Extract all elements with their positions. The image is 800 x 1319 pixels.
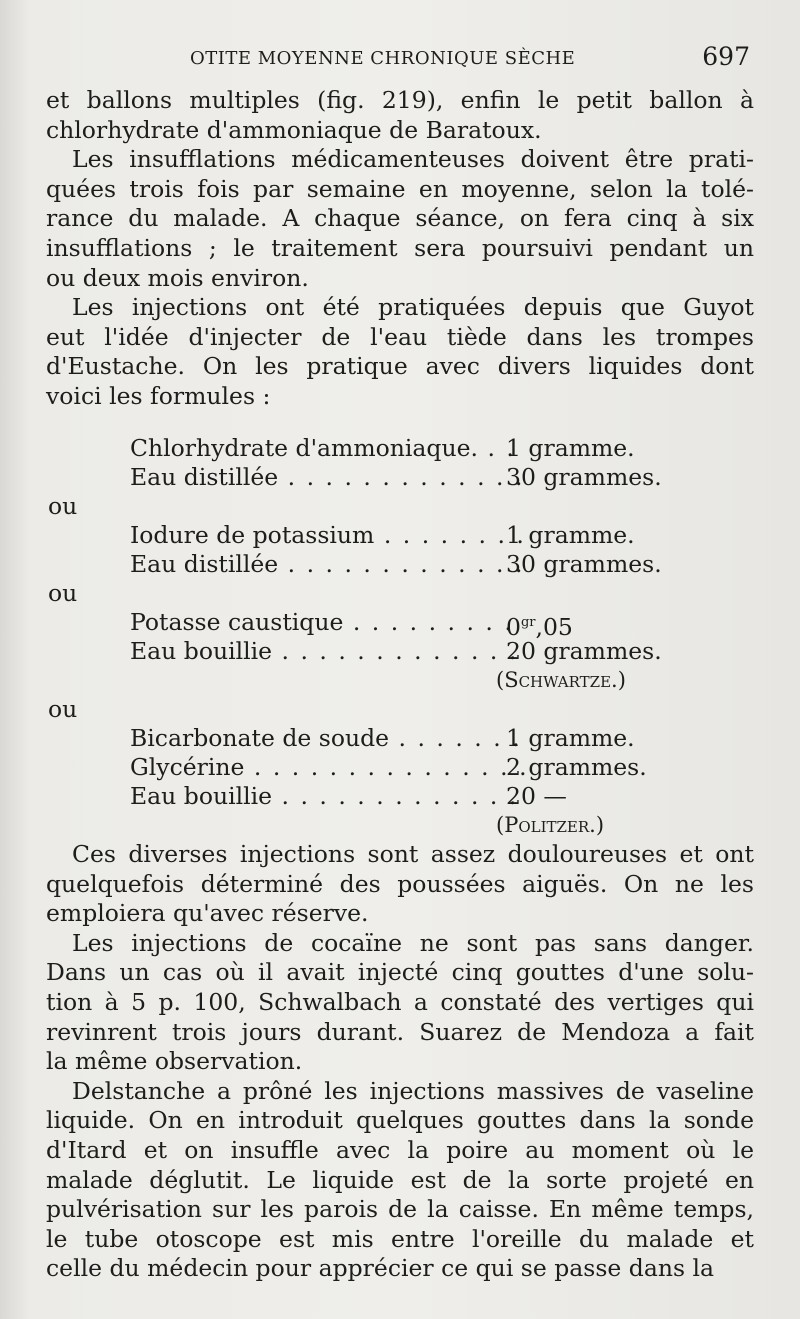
formula-separator: ou [48, 579, 78, 607]
formula-attribution: (Politzer.) [496, 813, 605, 837]
formula-ingredient [46, 463, 754, 492]
text-line: d'Eustache. On les pratique avec divers liquides dont [46, 352, 754, 381]
formula-ingredient [46, 608, 754, 641]
formula-attribution: (Schwartze.) [496, 668, 626, 692]
text-line: Les injections de cocaïne ne sont pas sans danger. [72, 928, 754, 957]
ingredient-name: Chlorhydrate d'ammoniaque. . . . [130, 434, 525, 463]
ingredient-name: Iodure de potassium . . . [130, 521, 525, 550]
body-text-top [46, 86, 754, 412]
text-line: le tube otoscope est mis entre l'oreille du malade et [46, 1224, 754, 1253]
ingredient-name: Glycérine . . . [130, 753, 525, 782]
text-line: quées trois fois par semaine en moyenne, selon la tolé- [46, 174, 754, 203]
formula-ingredient [46, 521, 754, 550]
ingredient-quantity: 30 grammes. [506, 550, 662, 578]
formula-separator: ou [48, 492, 78, 520]
text-line: malade déglutit. Le liquide est de la sorte projeté en [46, 1165, 754, 1194]
text-line: celle du médecin pour apprécier ce qui se passe dans la [46, 1254, 715, 1283]
ingredient-name: Bicarbonate de soude . . . [130, 724, 525, 753]
formula-group [46, 434, 754, 492]
text-line: chlorhydrate d'ammoniaque de Baratoux. [46, 115, 542, 144]
text-line: et ballons multiples (fig. 219), enfin le petit ballon à [46, 86, 754, 114]
text-line: Les injections ont été pratiquées depuis que Guyot [72, 293, 754, 322]
formula-group [46, 608, 754, 695]
ingredient-quantity: 20 grammes. [506, 637, 662, 665]
text-line: insufflations ; le traitement sera poursuivi pendant un [46, 233, 754, 262]
text-line: pulvérisation sur les parois de la caisse. En même temps, [46, 1195, 754, 1224]
formula-ingredient [46, 434, 754, 463]
text-line: rance du malade. A chaque séance, on fera cinq à six [46, 204, 754, 233]
text-line: la même observation. [46, 1047, 303, 1076]
text-line: ou deux mois environ. [46, 263, 309, 292]
running-title: OTITE MOYENNE CHRONIQUE SÈCHE [190, 48, 576, 69]
text-line: voici les formules : [46, 381, 271, 410]
ingredient-name: Potasse caustique . . . [130, 608, 525, 637]
text-line: quelquefois déterminé des poussées aiguës. On ne les [46, 869, 754, 898]
text-line: eut l'idée d'injecter de l'eau tiède dans les trompes [46, 322, 754, 351]
text-line: emploiera qu'avec réserve. [46, 899, 369, 928]
text-line: revinrent trois jours durant. Suarez de Mendoza a fait [46, 1017, 754, 1046]
ingredient-quantity: 30 grammes. [506, 463, 662, 491]
ingredient-name: Eau bouillie . . . [130, 782, 525, 811]
formula-group [46, 521, 754, 579]
ingredient-quantity: 1 gramme. [506, 434, 635, 462]
text-line: Dans un cas où il avait injecté cinq gouttes d'une solu- [46, 958, 754, 987]
ingredient-name: Eau distillée . . . [130, 463, 525, 492]
formula-ingredient [46, 637, 754, 666]
page-header [0, 40, 800, 76]
text-line: tion à 5 p. 100, Schwalbach a constaté des vertiges qui [46, 987, 754, 1016]
ingredient-quantity: 1 gramme. [506, 521, 635, 549]
body-text-bottom [46, 840, 754, 1284]
formula-list [46, 434, 754, 840]
formula-ingredient [46, 753, 754, 782]
formula-ingredient [46, 782, 754, 811]
formula-ingredient [46, 550, 754, 579]
formula-ingredient [46, 724, 754, 753]
formula-separator: ou [48, 695, 78, 723]
text-line: Ces diverses injections sont assez douloureuses et ont [72, 840, 754, 868]
page-number: 697 [702, 42, 750, 71]
text-line: Les insufflations médicamenteuses doivent être prati- [72, 145, 754, 174]
ingredient-quantity: $0^{gr},05$ [506, 613, 573, 641]
ingredient-quantity: 20 — [506, 782, 567, 810]
text-line: Delstanche a prôné les injections massives de vaseline [72, 1076, 754, 1105]
ingredient-name: Eau bouillie . . . [130, 637, 525, 666]
formula-group [46, 724, 754, 840]
ingredient-quantity: 1 gramme. [506, 724, 635, 752]
ingredient-name: Eau distillée . . . [130, 550, 525, 579]
ingredient-quantity: 2 grammes. [506, 753, 647, 781]
text-line: liquide. On en introduit quelques gouttes dans la sonde [46, 1106, 754, 1135]
text-line: d'Itard et on insuffle avec la poire au moment où le [46, 1135, 754, 1164]
